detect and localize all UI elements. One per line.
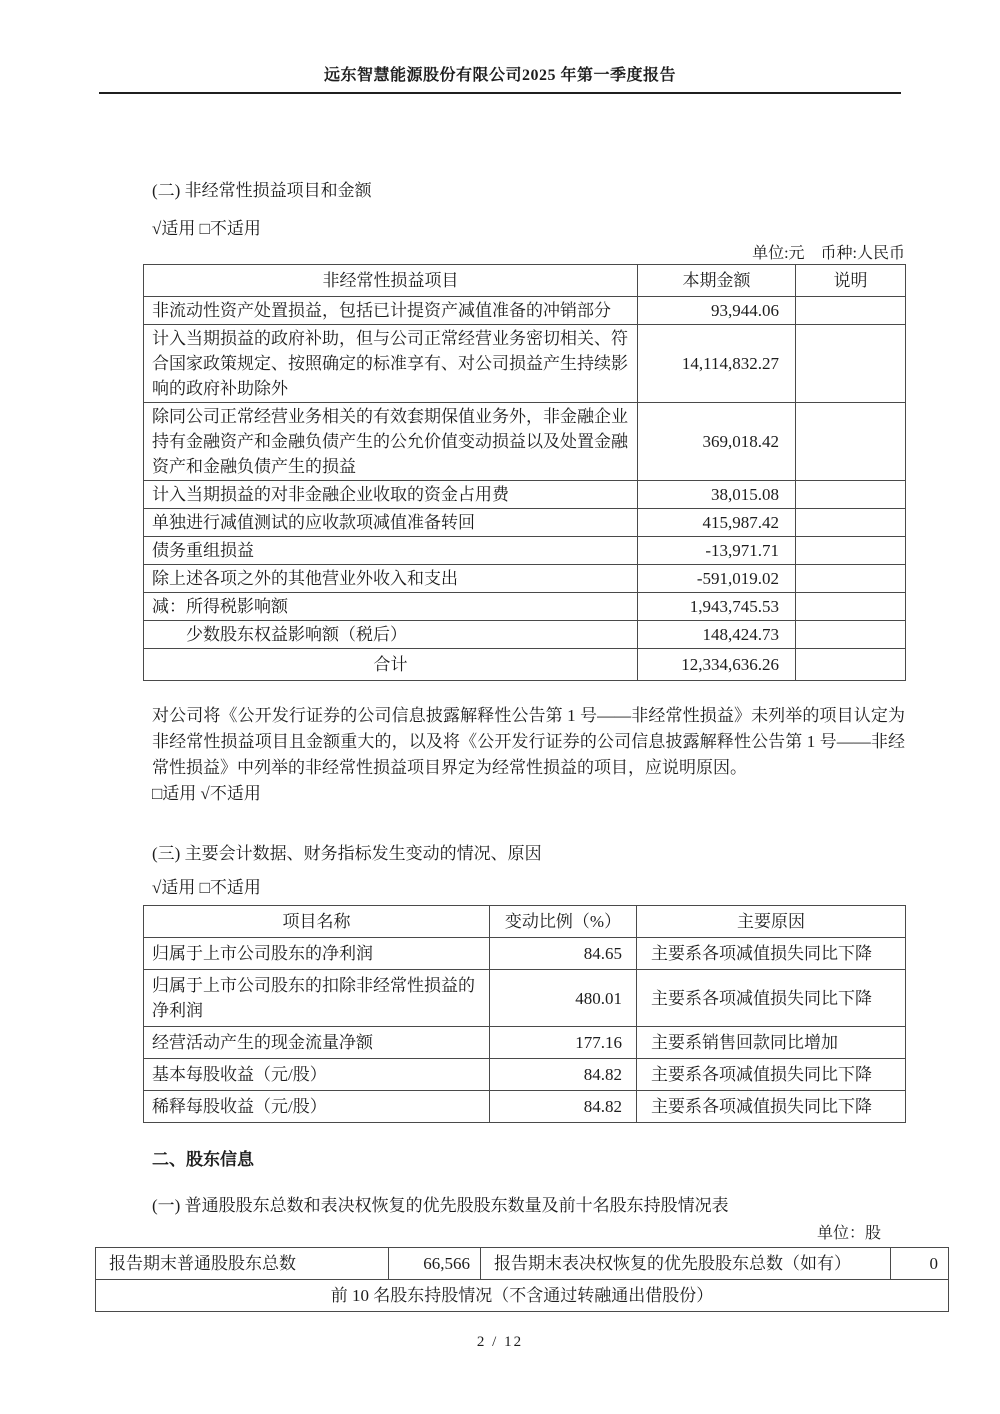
amount-cell: 14,114,832.27 [638, 325, 796, 403]
table-header-row [144, 906, 906, 938]
table-row [144, 537, 906, 565]
top10-holdings-header: 前 10 名股东持股情况（不含通过转融通出借股份） [96, 1280, 949, 1312]
note-cell [796, 403, 906, 481]
page-number: 2 / 12 [476, 1334, 524, 1350]
ratio-cell: 480.01 [490, 970, 637, 1027]
table-row [144, 1059, 906, 1091]
item-cell: 基本每股收益（元/股） [144, 1059, 490, 1091]
total-row [144, 649, 906, 681]
amount-cell: 38,015.08 [638, 481, 796, 509]
item-cell: 经营活动产生的现金流量净额 [144, 1027, 490, 1059]
item-cell: 归属于上市公司股东的扣除非经常性损益的净利润 [144, 970, 490, 1027]
col-header-item-name: 项目名称 [144, 906, 490, 938]
note-cell [796, 649, 906, 681]
table-row [144, 1091, 906, 1123]
item-cell: 计入当期损益的对非金融企业收取的资金占用费 [144, 481, 638, 509]
amount-cell: 415,987.42 [638, 509, 796, 537]
table-row [144, 509, 906, 537]
col-header-amount: 本期金额 [638, 265, 796, 297]
section-non-recurring-heading: (二) 非经常性损益项目和金额 [152, 181, 372, 200]
note-cell [796, 509, 906, 537]
table-row [144, 593, 906, 621]
table-row [144, 403, 906, 481]
item-cell: 单独进行减值测试的应收款项减值准备转回 [144, 509, 638, 537]
reason-cell: 主要系销售回款同比增加 [637, 1027, 906, 1059]
ratio-cell: 84.82 [490, 1091, 637, 1123]
shareholders-subheading: (一) 普通股股东总数和表决权恢复的优先股股东数量及前十名股东持股情况表 [152, 1196, 729, 1215]
table-row [144, 297, 906, 325]
unit-note-currency: 单位:元 币种:人民币 [752, 245, 905, 262]
note-cell [796, 481, 906, 509]
note-cell [796, 325, 906, 403]
table-row [144, 621, 906, 649]
amount-cell: 369,018.42 [638, 403, 796, 481]
ratio-cell: 84.65 [490, 938, 637, 970]
non-recurring-items-table [143, 264, 906, 681]
col-header-note: 说明 [796, 265, 906, 297]
section-changes-heading: (三) 主要会计数据、财务指标发生变动的情况、原因 [152, 844, 542, 863]
col-header-main-reason: 主要原因 [637, 906, 906, 938]
section-non-recurring-applicability: √适用 □不适用 [152, 219, 261, 238]
note-cell [796, 537, 906, 565]
amount-cell: -13,971.71 [638, 537, 796, 565]
page-title: 远东智慧能源股份有限公司2025 年第一季度报告 [323, 67, 676, 84]
ratio-cell: 177.16 [490, 1027, 637, 1059]
item-cell: 除同公司正常经营业务相关的有效套期保值业务外，非金融企业持有金融资产和金融负债产生的公允价值变动损益以及处置金融资产和金融负债产生的损益 [144, 403, 638, 481]
item-cell: 债务重组损益 [144, 537, 638, 565]
item-cell: 非流动性资产处置损益，包括已计提资产减值准备的冲销部分 [144, 297, 638, 325]
preferred-shareholders-value: 0 [891, 1248, 949, 1280]
col-header-item: 非经常性损益项目 [144, 265, 638, 297]
total-label-cell: 合计 [144, 649, 638, 681]
shareholders-table [95, 1247, 949, 1312]
common-shareholders-value: 66,566 [389, 1248, 481, 1280]
amount-cell: 93,944.06 [638, 297, 796, 325]
amount-cell: -591,019.02 [638, 565, 796, 593]
shareholder-counts-row [96, 1248, 949, 1280]
shareholders-section-heading: 二、股东信息 [152, 1150, 254, 1169]
reason-cell: 主要系各项减值损失同比下降 [637, 970, 906, 1027]
preferred-shareholders-label: 报告期末表决权恢复的优先股股东总数（如有） [481, 1248, 891, 1280]
note-cell [796, 593, 906, 621]
common-shareholders-label: 报告期末普通股股东总数 [96, 1248, 389, 1280]
item-cell: 归属于上市公司股东的净利润 [144, 938, 490, 970]
non-recurring-explanation: 对公司将《公开发行证券的公司信息披露解释性公告第 1 号——非经常性损益》未列举的项目认定为非经常性损益项目且金额重大的，以及将《公开发行证券的公司信息披露解释性公告第 1 号——非经常性损益》中列举的非经常性损益项目界定为经常性损益的项目，应说明原因。 [152, 706, 905, 777]
table-header-row [144, 265, 906, 297]
item-cell: 少数股东权益影响额（税后） [144, 621, 638, 649]
table-row [144, 1027, 906, 1059]
reason-cell: 主要系各项减值损失同比下降 [637, 938, 906, 970]
page-content [109, 178, 938, 1312]
table-row [144, 325, 906, 403]
top10-header-row [96, 1280, 949, 1312]
item-cell: 稀释每股收益（元/股） [144, 1091, 490, 1123]
reason-cell: 主要系各项减值损失同比下降 [637, 1059, 906, 1091]
col-header-change-ratio: 变动比例（%） [490, 906, 637, 938]
note-cell [796, 297, 906, 325]
total-amount-cell: 12,334,636.26 [638, 649, 796, 681]
header-divider [99, 92, 901, 94]
changes-table [143, 905, 906, 1123]
unit-note-shares: 单位：股 [816, 1225, 881, 1242]
item-cell: 计入当期损益的政府补助，但与公司正常经营业务密切相关、符合国家政策规定、按照确定的标准享有、对公司损益产生持续影响的政府补助除外 [144, 325, 638, 403]
reason-cell: 主要系各项减值损失同比下降 [637, 1091, 906, 1123]
table-row [144, 565, 906, 593]
explanation-applicability: □适用 √不适用 [152, 784, 261, 803]
note-cell [796, 621, 906, 649]
item-cell: 减：所得税影响额 [144, 593, 638, 621]
table-row [144, 481, 906, 509]
amount-cell: 1,943,745.53 [638, 593, 796, 621]
table-row [144, 938, 906, 970]
amount-cell: 148,424.73 [638, 621, 796, 649]
item-cell: 除上述各项之外的其他营业外收入和支出 [144, 565, 638, 593]
note-cell [796, 565, 906, 593]
ratio-cell: 84.82 [490, 1059, 637, 1091]
section-changes-applicability: √适用 □不适用 [152, 878, 261, 897]
table-row [144, 970, 906, 1027]
